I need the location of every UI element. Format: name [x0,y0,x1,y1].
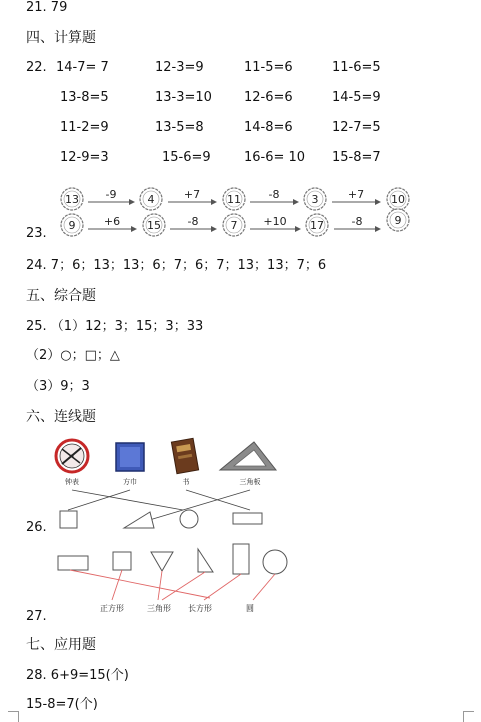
answer-22-label: 22. [26,60,47,75]
calc-item: 13-3=10 [155,90,212,105]
scarf-icon [116,443,144,471]
chain-op: -8 [187,215,199,228]
chain-node [223,214,245,236]
chain-op: +10 [263,215,287,228]
answer-25-line1: 25. （1）12；3；15；3；33 [26,319,204,334]
calc-item: 11-5=6 [244,60,293,75]
section-heading-4: 四、计算题 [26,30,96,46]
triangle-shape [124,512,154,528]
chain-op: -8 [351,215,363,228]
tall-rectangle-shape [233,544,249,574]
calc-item: 13-8=5 [60,90,109,105]
right-triangle-shape [198,549,213,572]
answer-28-line1: 28. 6+9=15(个) [26,668,129,683]
svg-text:9: 9 [68,219,76,232]
shape-label: 长方形 [188,604,212,613]
number-chain-diagram [50,180,430,240]
shape-label: 三角形 [147,604,171,613]
svg-text:11: 11 [227,193,241,206]
answer-28-line2: 15-8=7(个) [26,697,98,712]
answer-25-line2: （2）○；□；△ [26,348,120,363]
answer-23-label: 23. [26,226,47,241]
object-label: 三角板 [239,478,261,486]
answer-21: 21. 79 [26,0,68,15]
shape-label: 圆 [246,604,254,613]
calc-item: 11-6=5 [332,60,381,75]
shape-label: 正方形 [100,604,124,613]
chain-node [143,214,165,236]
page-corner-mark [8,711,19,722]
circle-shape [180,510,198,528]
chain-node [304,188,326,210]
calc-item: 12-9=3 [60,150,109,165]
chain-node [223,188,245,210]
chain-op: -9 [105,188,117,201]
svg-text:4: 4 [147,193,155,206]
square-shape [60,511,77,528]
calc-item: 12-7=5 [332,120,381,135]
square-shape [113,552,131,570]
chain-node [61,188,83,210]
object-label: 钟表 [65,478,79,486]
matching-diagram-objects [50,436,290,536]
chain-op: +7 [347,188,365,201]
chain-node [61,214,83,236]
object-label: 方巾 [123,478,137,486]
chain-op: +6 [103,215,121,228]
rectangle-shape [233,513,262,524]
chain-node [387,209,409,231]
clock-icon [56,440,88,472]
answer-27-label: 27. [26,609,47,624]
section-heading-7: 七、应用题 [26,637,96,653]
svg-text:15: 15 [147,219,161,232]
calc-item: 12-3=9 [155,60,204,75]
calc-item: 14-7= 7 [56,60,109,75]
triangle-ruler-icon [220,442,276,470]
svg-text:13: 13 [65,193,79,206]
chain-node [140,188,162,210]
svg-text:7: 7 [230,219,238,232]
circle-shape [263,550,287,574]
svg-text:9: 9 [394,214,402,227]
answer-25-line3: （3）9；3 [26,379,90,394]
chain-node [387,188,409,210]
calc-item: 12-6=6 [244,90,293,105]
rectangle-shape [58,556,88,570]
answer-24: 24. 7；6；13；13；6；7；6；7；13；13；7；6 [26,258,327,273]
svg-text:10: 10 [391,193,405,206]
calc-item: 15-8=7 [332,150,381,165]
triangle-shape [151,552,173,571]
book-icon [171,438,198,473]
answer-26-label: 26. [26,520,47,535]
svg-text:3: 3 [311,193,319,206]
calc-item: 11-2=9 [60,120,109,135]
calc-item: 15-6=9 [162,150,211,165]
calc-item: 14-8=6 [244,120,293,135]
svg-text:17: 17 [310,219,324,232]
calc-item: 14-5=9 [332,90,381,105]
chain-op: +7 [183,188,201,201]
chain-node [306,214,328,236]
matching-diagram-shapes [50,540,300,620]
calc-item: 13-5=8 [155,120,204,135]
object-label: 书 [182,478,190,486]
section-heading-6: 六、连线题 [26,409,96,425]
chain-op: -8 [268,188,280,201]
page-corner-mark [463,711,474,722]
section-heading-5: 五、综合题 [26,288,96,304]
calc-item: 16-6= 10 [244,150,306,165]
